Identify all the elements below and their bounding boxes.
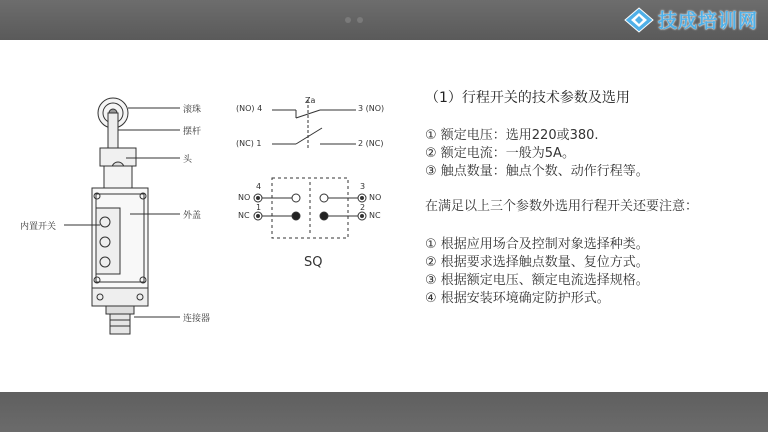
footer-bar <box>0 392 768 432</box>
selection-item: ① 根据应用场合及控制对象选择种类。 <box>425 237 649 252</box>
label-no-right: NO <box>369 193 382 202</box>
label-za: Za <box>305 96 316 105</box>
logo-text: 技成培训网 <box>657 10 758 32</box>
label-nc2: 2 (NC) <box>358 139 384 148</box>
label-nc-left: NC <box>238 211 250 220</box>
label-lever: 摆杆 <box>183 127 202 137</box>
label-inner-switch: 内置开关 <box>20 222 57 232</box>
section-title: （1）行程开关的技术参数及选用 <box>425 90 630 106</box>
param-item: ② 额定电流：一般为5A。 <box>425 146 575 161</box>
label-no-left: NO <box>238 193 251 202</box>
label-n4: 4 <box>256 182 262 191</box>
label-n1: 1 <box>256 203 262 212</box>
label-nc1: (NC) 1 <box>236 139 262 148</box>
label-sq: SQ <box>304 255 323 270</box>
selection-item: ③ 根据额定电压、额定电流选择规格。 <box>425 273 649 288</box>
param-item: ① 额定电压：选用220或380. <box>425 128 599 143</box>
label-no3: 3 (NO) <box>358 104 385 113</box>
label-cover: 外盖 <box>183 211 202 221</box>
label-head: 头 <box>183 155 193 165</box>
param-item: ③ 触点数量：触点个数、动作行程等。 <box>425 164 649 179</box>
label-n3: 3 <box>360 182 366 191</box>
note-text: 在满足以上三个参数外选用行程开关还要注意： <box>425 199 699 214</box>
selection-item: ④ 根据安装环境确定防护形式。 <box>425 291 610 306</box>
label-n2: 2 <box>360 203 366 212</box>
label-nc-right: NC <box>369 211 381 220</box>
selection-item: ② 根据要求选择触点数量、复位方式。 <box>425 255 649 270</box>
label-no4: (NO) 4 <box>236 104 263 113</box>
label-connector: 连接器 <box>183 314 211 324</box>
label-roller: 滚珠 <box>183 105 202 115</box>
